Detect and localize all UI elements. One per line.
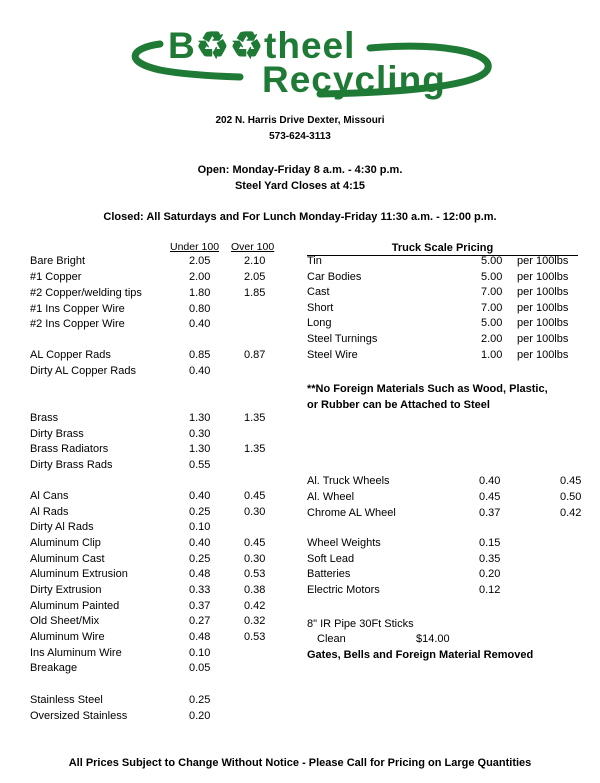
metal-name: Breakage <box>30 662 78 674</box>
metal-price-over: 1.35 <box>244 412 266 424</box>
metal-name: #2 Ins Copper Wire <box>30 318 125 330</box>
metal-price-over: 0.87 <box>244 349 266 361</box>
metal-price-over: 0.45 <box>244 490 266 502</box>
truck-item-price: 5.00 <box>481 270 503 283</box>
truck-item-price: 5.00 <box>481 317 503 330</box>
metal-name: Oversized Stainless <box>30 710 128 722</box>
header-over-100: Over 100 <box>231 241 275 253</box>
truck-scale-title: Truck Scale Pricing <box>307 241 578 256</box>
metal-price-under: 0.10 <box>189 521 211 533</box>
footer-notice: All Prices Subject to Change Without Notice - Please Call for Pricing on Large Quantities <box>68 757 532 769</box>
misc-item-price: 0.20 <box>479 568 501 581</box>
truck-item-name: Short <box>307 301 334 314</box>
truck-item-unit: per 100lbs <box>517 270 569 283</box>
metal-name: Aluminum Clip <box>30 537 101 549</box>
truck-item-unit: per 100lbs <box>517 317 569 330</box>
metal-price-over: 0.53 <box>244 568 266 580</box>
misc-item-name: Electric Motors <box>307 583 380 596</box>
logo-text-boot: B♻♻theel <box>168 25 356 66</box>
metal-name: Stainless Steel <box>30 694 103 706</box>
truck-item-name: Steel Turnings <box>307 333 378 345</box>
metal-name: Bare Bright <box>30 255 86 267</box>
hours-closed: Closed: All Saturdays and For Lunch Monday-Friday 11:30 a.m. - 12:00 p.m. <box>103 211 497 223</box>
metal-name: Aluminum Painted <box>30 600 120 612</box>
metal-price-over: 0.30 <box>244 506 266 518</box>
metal-price-under: 2.00 <box>189 271 211 283</box>
wheel-price-over: 0.42 <box>560 506 582 519</box>
metal-name: Brass <box>30 412 59 424</box>
metal-price-over: 1.35 <box>244 443 266 455</box>
metal-name: Dirty Brass <box>30 428 84 440</box>
metal-name: Al Cans <box>30 490 69 502</box>
metal-price-under: 0.33 <box>189 584 211 596</box>
metal-price-under: 0.25 <box>189 694 211 706</box>
metal-name: Brass Radiators <box>30 443 109 455</box>
truck-item-name: Car Bodies <box>307 270 362 283</box>
metal-price-under: 0.10 <box>189 647 211 659</box>
metal-price-over: 0.38 <box>244 584 266 596</box>
metal-price-under: 0.27 <box>189 615 211 627</box>
misc-item-name: Batteries <box>307 568 351 581</box>
metal-price-under: 0.20 <box>189 710 211 722</box>
truck-item-price: 7.00 <box>481 286 503 299</box>
metal-price-under: 1.30 <box>189 412 211 424</box>
metal-price-under: 0.48 <box>189 631 211 643</box>
metal-name: Aluminum Cast <box>30 553 105 565</box>
steel-note-line2: or Rubber can be Attached to Steel <box>307 399 490 411</box>
logo-text-recycling: Recycling <box>262 59 446 100</box>
truck-item-name: Steel Wire <box>307 348 358 361</box>
wheel-name: Al. Wheel <box>307 490 355 503</box>
metal-name: AL Copper Rads <box>30 349 111 361</box>
metal-price-over: 2.10 <box>244 255 266 267</box>
wheel-price-over: 0.45 <box>560 475 582 487</box>
hours-steel: Steel Yard Closes at 4:15 <box>234 180 366 192</box>
wheel-name: Al. Truck Wheels <box>307 475 390 487</box>
pipe-clean-price: $14.00 <box>416 633 450 645</box>
truck-item-price: 5.00 <box>481 255 503 267</box>
metal-price-under: 0.05 <box>189 662 211 674</box>
logo <box>120 22 500 102</box>
wheel-price-over: 0.50 <box>560 490 582 503</box>
steel-note-line1: **No Foreign Materials Such as Wood, Plastic, <box>307 383 548 395</box>
phone: 573-624-3113 <box>269 131 331 142</box>
metal-price-over: 2.05 <box>244 271 266 283</box>
metal-price-under: 1.80 <box>189 287 211 299</box>
metal-price-over: 0.42 <box>244 600 266 612</box>
misc-item-price: 0.35 <box>479 552 501 565</box>
metal-price-under: 0.25 <box>189 506 211 518</box>
truck-item-name: Tin <box>307 255 322 267</box>
header-under-100: Under 100 <box>170 241 220 253</box>
metal-price-over: 0.45 <box>244 537 266 549</box>
metal-name: #1 Copper <box>30 271 82 283</box>
metal-price-under: 0.85 <box>189 349 211 361</box>
hours-open: Open: Monday-Friday 8 a.m. - 4:30 p.m. <box>197 164 403 176</box>
metal-price-under: 0.40 <box>189 490 211 502</box>
metal-name: Aluminum Wire <box>30 631 105 643</box>
metal-price-under: 0.48 <box>189 568 211 580</box>
metal-name: Ins Aluminum Wire <box>30 647 122 659</box>
wheel-price-under: 0.40 <box>479 475 501 487</box>
truck-item-price: 7.00 <box>481 301 503 314</box>
pipe-clean-label: Clean <box>317 633 346 645</box>
pipe-note: Gates, Bells and Foreign Material Removed <box>307 649 534 661</box>
metal-name: #1 Ins Copper Wire <box>30 303 125 315</box>
address: 202 N. Harris Drive Dexter, Missouri <box>215 115 385 126</box>
misc-item-price: 0.15 <box>479 537 501 549</box>
metal-price-under: 0.40 <box>189 537 211 549</box>
truck-item-unit: per 100lbs <box>517 286 569 299</box>
metal-name: Dirty Brass Rads <box>30 459 113 471</box>
metal-price-under: 0.40 <box>189 365 211 377</box>
misc-item-name: Wheel Weights <box>307 537 381 549</box>
metal-price-over: 0.30 <box>244 553 266 565</box>
truck-item-name: Cast <box>307 286 330 299</box>
metal-price-under: 0.55 <box>189 459 211 471</box>
truck-item-price: 2.00 <box>481 333 503 345</box>
wheel-name: Chrome AL Wheel <box>307 506 396 519</box>
metal-price-under: 2.05 <box>189 255 211 267</box>
metal-name: Dirty Al Rads <box>30 521 94 533</box>
metal-price-under: 0.40 <box>189 318 211 330</box>
metal-name: Aluminum Extrusion <box>30 568 128 580</box>
wheel-price-under: 0.37 <box>479 506 501 519</box>
truck-item-name: Long <box>307 317 332 330</box>
metal-price-under: 0.30 <box>189 428 211 440</box>
metal-price-under: 1.30 <box>189 443 211 455</box>
metal-name: Old Sheet/Mix <box>30 615 100 627</box>
truck-item-unit: per 100lbs <box>517 255 569 267</box>
metal-price-over: 0.32 <box>244 615 266 627</box>
misc-item-name: Soft Lead <box>307 552 355 565</box>
metal-name: Dirty AL Copper Rads <box>30 365 136 377</box>
pipe-name: 8" IR Pipe 30Ft Sticks <box>307 618 414 630</box>
truck-item-unit: per 100lbs <box>517 301 569 314</box>
truck-item-unit: per 100lbs <box>517 348 569 361</box>
metal-name: Al Rads <box>30 506 69 518</box>
metal-price-over: 1.85 <box>244 287 266 299</box>
metal-price-under: 0.80 <box>189 303 211 315</box>
metal-name: #2 Copper/welding tips <box>30 287 142 299</box>
metal-name: Dirty Extrusion <box>30 584 102 596</box>
metal-price-over: 0.53 <box>244 631 266 643</box>
metal-price-under: 0.37 <box>189 600 211 612</box>
truck-item-unit: per 100lbs <box>517 333 569 345</box>
metal-price-under: 0.25 <box>189 553 211 565</box>
misc-item-price: 0.12 <box>479 583 501 596</box>
wheel-price-under: 0.45 <box>479 490 501 503</box>
truck-item-price: 1.00 <box>481 348 503 361</box>
